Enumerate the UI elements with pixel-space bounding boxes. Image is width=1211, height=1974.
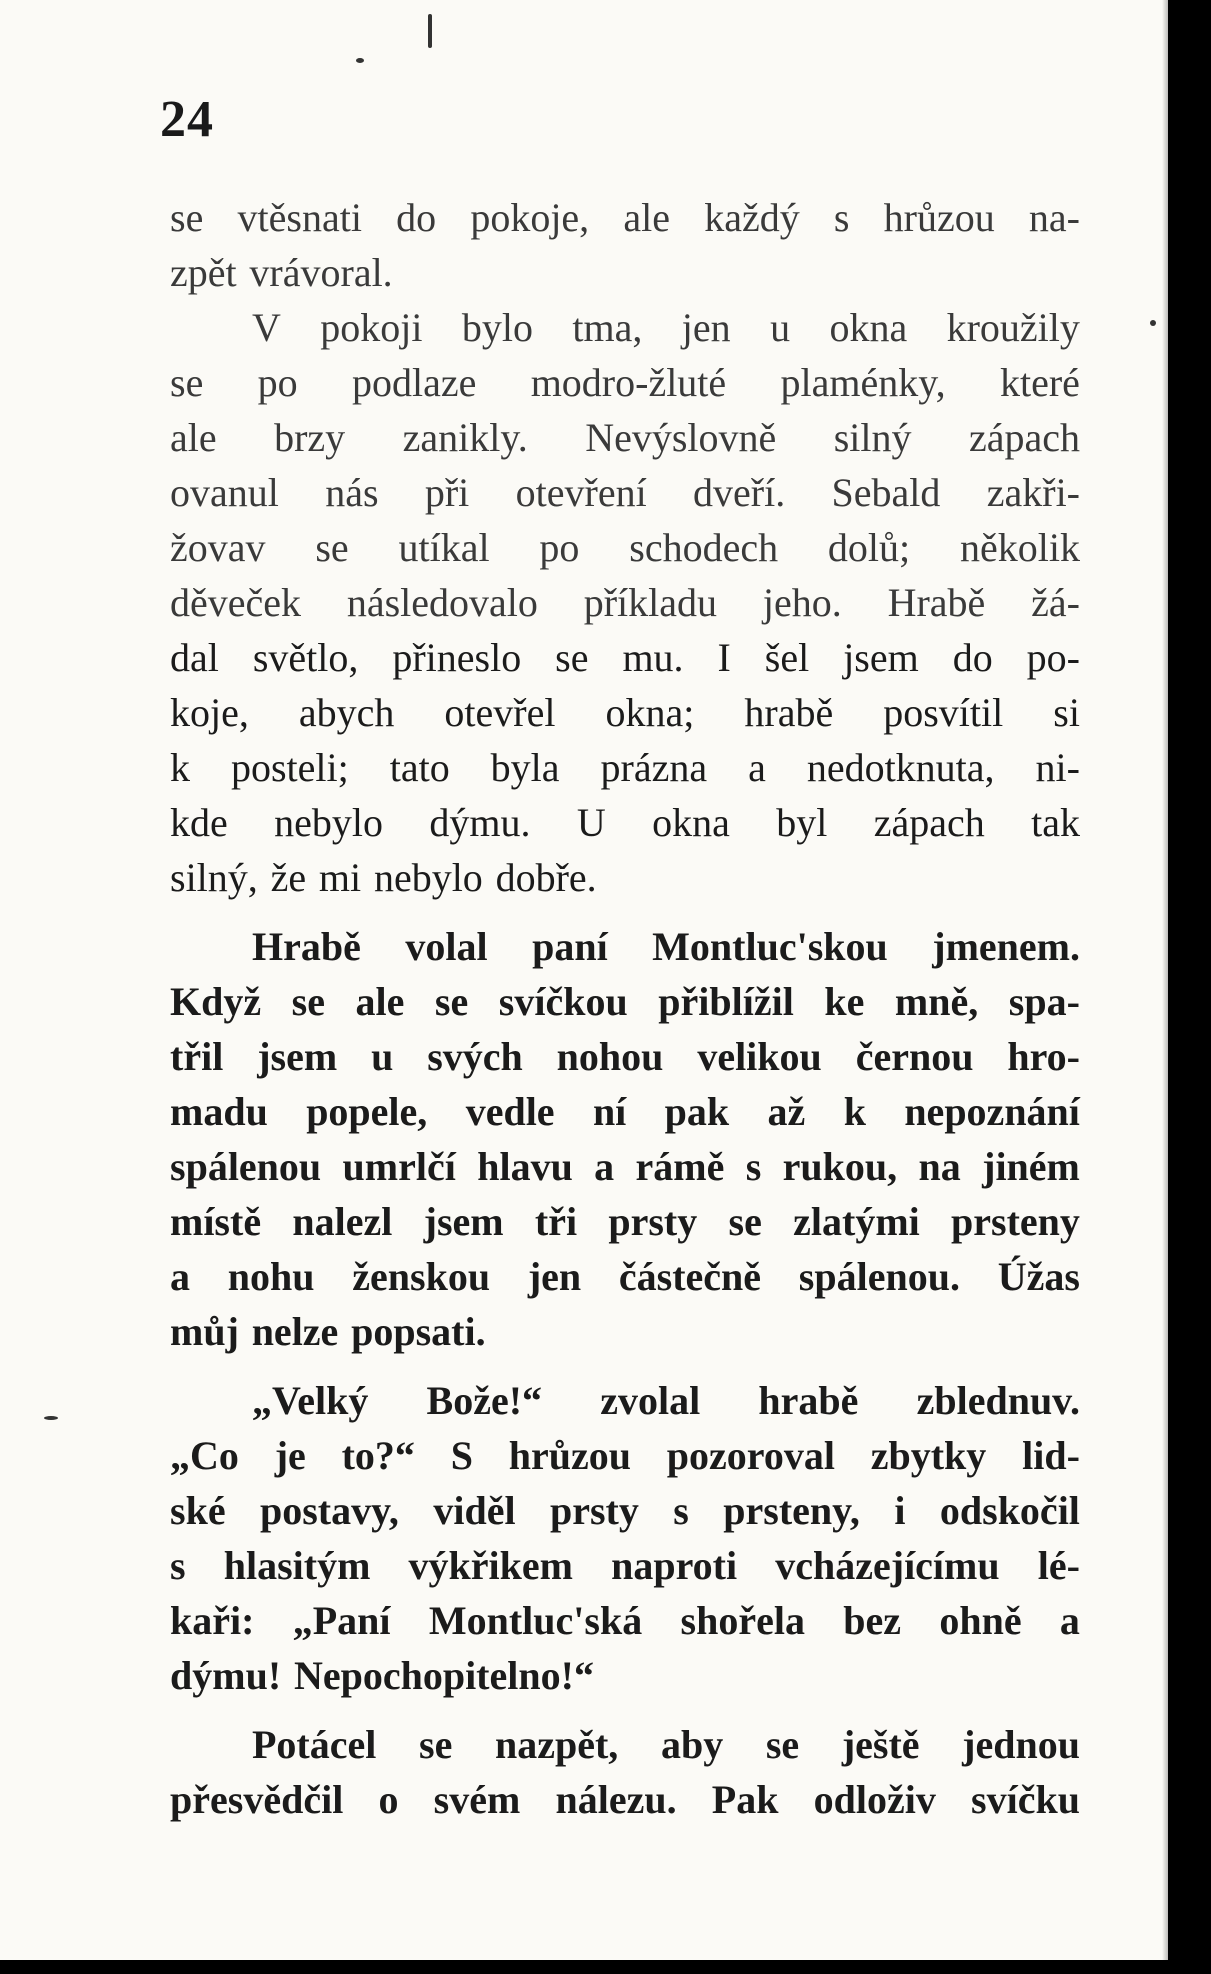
text-line (170, 1428, 1080, 1483)
word: „Paní (292, 1598, 391, 1643)
word: u (371, 1034, 394, 1079)
word: vcházejícímu (775, 1543, 1000, 1588)
text-line (170, 410, 1080, 465)
word: vedle (465, 1089, 555, 1134)
word: k (170, 745, 190, 790)
word: částečně (618, 1254, 762, 1299)
word: bez (843, 1598, 902, 1643)
word: U (576, 800, 606, 845)
word: po (257, 360, 298, 405)
word: abych (298, 690, 395, 735)
word: otevřel (444, 690, 556, 735)
word: příkladu (583, 580, 718, 625)
text-line (170, 1304, 1080, 1359)
word: které (999, 360, 1080, 405)
word: dýmu! (170, 1653, 282, 1698)
word: prsty (549, 1488, 639, 1533)
word: o (378, 1777, 399, 1822)
word: Když (170, 979, 262, 1024)
word: svíčkou (498, 979, 628, 1024)
word: silný (833, 415, 912, 460)
word: Hrabě (252, 924, 361, 969)
word: svíčku (971, 1777, 1080, 1822)
word: nebylo (274, 800, 383, 845)
word: se (728, 1199, 762, 1244)
word: aby (660, 1722, 724, 1767)
word: Sebald (831, 470, 941, 515)
text-line (170, 1029, 1080, 1084)
word: Bože!“ (426, 1378, 543, 1423)
scan-speck (1150, 320, 1156, 326)
word: Pak (711, 1777, 779, 1822)
word: hrůzou (508, 1433, 631, 1478)
word: do (396, 195, 437, 240)
word: jsem (843, 635, 919, 680)
word: hrabě (758, 1378, 859, 1423)
word: podlaze (351, 360, 477, 405)
word: jiném (982, 1144, 1080, 1189)
word: pozoroval (666, 1433, 835, 1478)
word: nazpět, (494, 1722, 619, 1767)
word: se (434, 979, 469, 1024)
word: žá- (1031, 580, 1080, 625)
word: jsem (257, 1034, 338, 1079)
word: a (594, 1144, 615, 1189)
word: i (894, 1488, 906, 1533)
word: utíkal (398, 525, 490, 570)
text-line (170, 575, 1080, 630)
word: prsteny (951, 1199, 1080, 1244)
word: spa- (1008, 979, 1080, 1024)
word: postavy, (259, 1488, 399, 1533)
word: hlasitým (223, 1543, 371, 1588)
word: s (745, 1144, 762, 1189)
word: jsem (423, 1199, 504, 1244)
text-line (170, 919, 1080, 974)
word: zbytky (870, 1433, 987, 1478)
text-line (170, 1373, 1080, 1428)
word: nelze (251, 1309, 339, 1354)
word: na (918, 1144, 961, 1189)
word: lid- (1022, 1433, 1080, 1478)
text-line (170, 465, 1080, 520)
word: zápach (968, 415, 1080, 460)
word: byla (490, 745, 560, 790)
text-line (170, 520, 1080, 575)
word: ohně (939, 1598, 1022, 1643)
text-line (170, 685, 1080, 740)
word: přineslo (392, 635, 522, 680)
word: zanikly. (402, 415, 528, 460)
word: popele, (306, 1089, 428, 1134)
word: nebylo (373, 855, 483, 900)
word: mu. (622, 635, 684, 680)
word: to?“ (341, 1433, 415, 1478)
word: dolů; (827, 525, 911, 570)
word: každý (704, 195, 800, 240)
word: hro- (1007, 1034, 1080, 1079)
text-line (170, 850, 1080, 905)
word: zblednuv. (916, 1378, 1080, 1423)
word: u (770, 305, 791, 350)
word: jeho. (762, 580, 842, 625)
word: zakři- (986, 470, 1080, 515)
word: tři (534, 1199, 578, 1244)
word: tma, (572, 305, 643, 350)
word: a (748, 745, 766, 790)
word: že (270, 855, 307, 900)
word: dýmu. (429, 800, 531, 845)
word: prsty (608, 1199, 698, 1244)
word: světlo, (252, 635, 359, 680)
word: hlavu (477, 1144, 573, 1189)
word: kaři: (170, 1598, 255, 1643)
text-line (170, 1249, 1080, 1304)
word: prázna (600, 745, 708, 790)
word: se (555, 635, 589, 680)
word: výkřikem (408, 1543, 573, 1588)
word: ovanul (170, 470, 279, 515)
word: a (1059, 1598, 1080, 1643)
word: posvítil (883, 690, 1004, 735)
word: si (1053, 690, 1080, 735)
word: shořela (680, 1598, 805, 1643)
word: nalezl (292, 1199, 393, 1244)
text-line (170, 1084, 1080, 1139)
word: Potácel (252, 1722, 377, 1767)
word: S (450, 1433, 473, 1478)
text-line (170, 245, 1080, 300)
word: se (170, 195, 204, 240)
word: následovalo (346, 580, 538, 625)
word: několik (959, 525, 1080, 570)
page-edge-shadow (1162, 0, 1168, 1960)
word: vrávoral. (249, 250, 393, 295)
word: nohu (227, 1254, 315, 1299)
word: ni- (1035, 745, 1080, 790)
word: pak (664, 1089, 730, 1134)
word: nedotknuta, (806, 745, 995, 790)
word: ale (623, 195, 670, 240)
word: děveček (170, 580, 302, 625)
word: volal (405, 924, 488, 969)
word: po (539, 525, 580, 570)
word: lé- (1037, 1543, 1080, 1588)
word: viděl (433, 1488, 516, 1533)
word: zvolal (600, 1378, 701, 1423)
word: kroužily (946, 305, 1080, 350)
word: I (717, 635, 731, 680)
word: odloživ (813, 1777, 936, 1822)
word: ní (592, 1089, 627, 1134)
word: se (291, 979, 325, 1024)
word: s (833, 195, 850, 240)
word: Montluc'skou (652, 924, 888, 969)
text-line (170, 974, 1080, 1029)
word: černou (855, 1034, 974, 1079)
word: V (252, 305, 281, 350)
word: nás (325, 470, 379, 515)
word: přesvědčil (170, 1777, 344, 1822)
word: silný, (170, 855, 258, 900)
word: prsteny, (723, 1488, 860, 1533)
word: rámě (635, 1144, 725, 1189)
word: jen (681, 305, 731, 350)
scan-speck (428, 14, 432, 48)
word: zlatými (793, 1199, 920, 1244)
word: brzy (274, 415, 346, 460)
word: ale (355, 979, 405, 1024)
word: přiblížil (658, 979, 794, 1024)
word: místě (170, 1199, 262, 1244)
word: Nepochopitelno!“ (293, 1653, 594, 1698)
word: k (843, 1089, 866, 1134)
word: až (767, 1089, 806, 1134)
word: pokoji (320, 305, 423, 350)
text-line (170, 355, 1080, 410)
text-line (170, 1139, 1080, 1194)
word: „Co (170, 1433, 239, 1478)
word: spálenou. (798, 1254, 960, 1299)
text-line (170, 1648, 1080, 1703)
word: posteli; (230, 745, 349, 790)
word: a (170, 1254, 190, 1299)
word: Nevýslovně (585, 415, 777, 460)
word: jen (527, 1254, 582, 1299)
word: se (765, 1722, 800, 1767)
text-line (170, 1717, 1080, 1772)
word: ženskou (352, 1254, 491, 1299)
scan-speck (356, 58, 364, 63)
word: paní (532, 924, 608, 969)
word: můj (170, 1309, 239, 1354)
word: je (274, 1433, 306, 1478)
word: se (170, 360, 204, 405)
word: umrlčí (342, 1144, 456, 1189)
word: hrabě (744, 690, 834, 735)
word: nepoznání (904, 1089, 1080, 1134)
word: do (952, 635, 993, 680)
word: ke (824, 979, 865, 1024)
word: rukou, (782, 1144, 898, 1189)
word: naproti (611, 1543, 738, 1588)
word: popsati. (351, 1309, 486, 1354)
word: jmenem. (932, 924, 1080, 969)
word: žovav (170, 525, 266, 570)
word: pokoje, (470, 195, 590, 240)
word: okna (652, 800, 730, 845)
word: se (315, 525, 349, 570)
body-text (170, 190, 1080, 1827)
word: koje, (170, 690, 249, 735)
word: šel (764, 635, 810, 680)
text-line (170, 300, 1080, 355)
word: „Velký (252, 1378, 369, 1423)
word: po- (1026, 635, 1080, 680)
word: kde (170, 800, 228, 845)
text-line (170, 1538, 1080, 1593)
text-line (170, 1593, 1080, 1648)
text-line (170, 795, 1080, 850)
word: ještě (841, 1722, 920, 1767)
text-line (170, 1772, 1080, 1827)
word: byl (776, 800, 828, 845)
word: Montluc'ská (428, 1598, 643, 1643)
word: s (673, 1488, 689, 1533)
word: ské (170, 1488, 226, 1533)
word: na- (1028, 195, 1080, 240)
word: ale (170, 415, 217, 460)
text-line (170, 1483, 1080, 1538)
word: dobře. (495, 855, 597, 900)
word: madu (170, 1089, 268, 1134)
word: se (419, 1722, 453, 1767)
page-number: 24 (160, 91, 214, 148)
word: mně, (894, 979, 979, 1024)
word: zápach (873, 800, 985, 845)
word: Úžas (997, 1254, 1080, 1299)
word: bylo (461, 305, 534, 350)
text-line (170, 1194, 1080, 1249)
word: při (424, 470, 470, 515)
word: třil (170, 1034, 224, 1079)
word: okna (829, 305, 908, 350)
word: nohou (556, 1034, 664, 1079)
word: svém (433, 1777, 521, 1822)
text-line (170, 190, 1080, 245)
word: odskočil (939, 1488, 1080, 1533)
scan-speck (44, 1416, 58, 1420)
word: schodech (629, 525, 779, 570)
word: jednou (962, 1722, 1080, 1767)
word: dal (170, 635, 219, 680)
word: hrůzou (883, 195, 995, 240)
word: modro-žluté (530, 360, 727, 405)
word: dveří. (693, 470, 786, 515)
word: s (170, 1543, 186, 1588)
word: otevření (515, 470, 647, 515)
word: tato (389, 745, 450, 790)
word: zpět (170, 250, 237, 295)
word: spálenou (170, 1144, 322, 1189)
word: tak (1031, 800, 1080, 845)
word: nálezu. (555, 1777, 677, 1822)
word: okna; (605, 690, 695, 735)
word: plaménky, (780, 360, 946, 405)
word: vtěsnati (237, 195, 362, 240)
text-line (170, 740, 1080, 795)
word: Hrabě (887, 580, 986, 625)
word: velikou (697, 1034, 822, 1079)
word: mi (318, 855, 362, 900)
word: svých (427, 1034, 523, 1079)
text-line (170, 630, 1080, 685)
